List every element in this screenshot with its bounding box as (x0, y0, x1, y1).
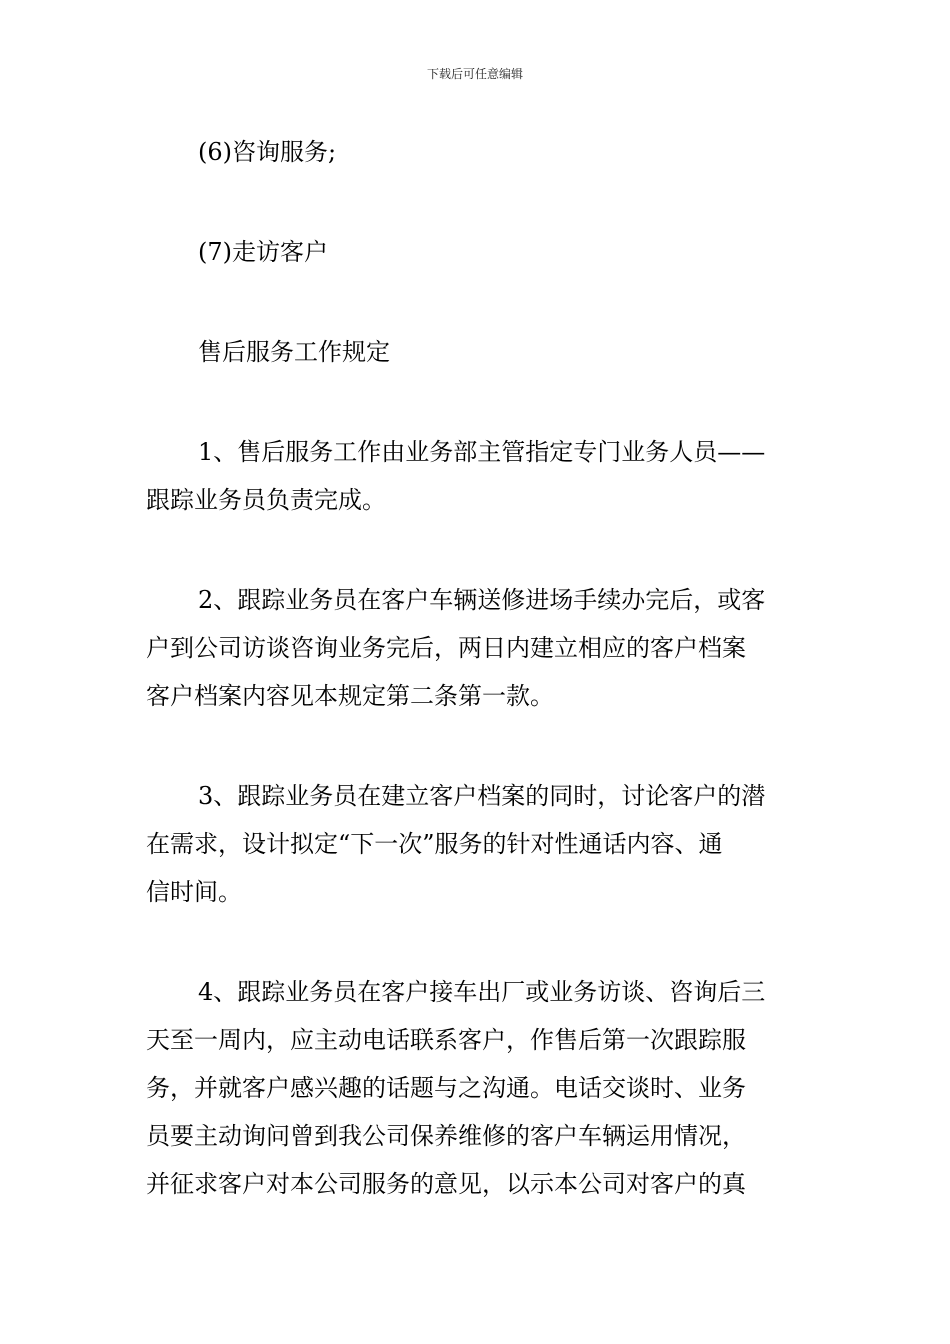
list-item-6: (6)咨询服务; (198, 138, 337, 166)
paragraph-line: 2、跟踪业务员在客户车辆送修进场手续办完后，或客 (198, 586, 766, 614)
paragraph-line: 员要主动询问曾到我公司保养维修的客户车辆运用情况， (146, 1122, 746, 1150)
document-body (146, 128, 806, 1208)
paragraph-line: 1、售后服务工作由业务部主管指定专门业务人员—— (198, 438, 766, 466)
page-header-note: 下载后可任意编辑 (426, 67, 523, 81)
paragraph-line: 跟踪业务员负责完成。 (146, 486, 386, 514)
paragraph-3 (146, 772, 806, 916)
paragraph-4 (146, 968, 806, 1208)
paragraph-line: 3、跟踪业务员在建立客户档案的同时，讨论客户的潜 (198, 782, 766, 810)
paragraph-line: 户到公司访谈咨询业务完后，两日内建立相应的客户档案 (146, 634, 746, 662)
paragraph-line: 并征求客户对本公司服务的意见，以示本公司对客户的真 (146, 1170, 746, 1198)
paragraph-2 (146, 576, 806, 720)
paragraph-line: 客户档案内容见本规定第二条第一款。 (146, 682, 554, 710)
paragraph-1 (146, 428, 806, 524)
paragraph-line: 务，并就客户感兴趣的话题与之沟通。电话交谈时、业务 (146, 1074, 746, 1102)
paragraph-line: 在需求，设计拟定“下一次”服务的针对性通话内容、通 (146, 830, 723, 858)
paragraph-line: 天至一周内，应主动电话联系客户，作售后第一次跟踪服 (146, 1026, 746, 1054)
section-title: 售后服务工作规定 (198, 338, 390, 366)
paragraph-line: 4、跟踪业务员在客户接车出厂或业务访谈、咨询后三 (198, 978, 766, 1006)
list-item-7: (7)走访客户 (198, 238, 328, 266)
paragraph-line: 信时间。 (146, 878, 242, 906)
